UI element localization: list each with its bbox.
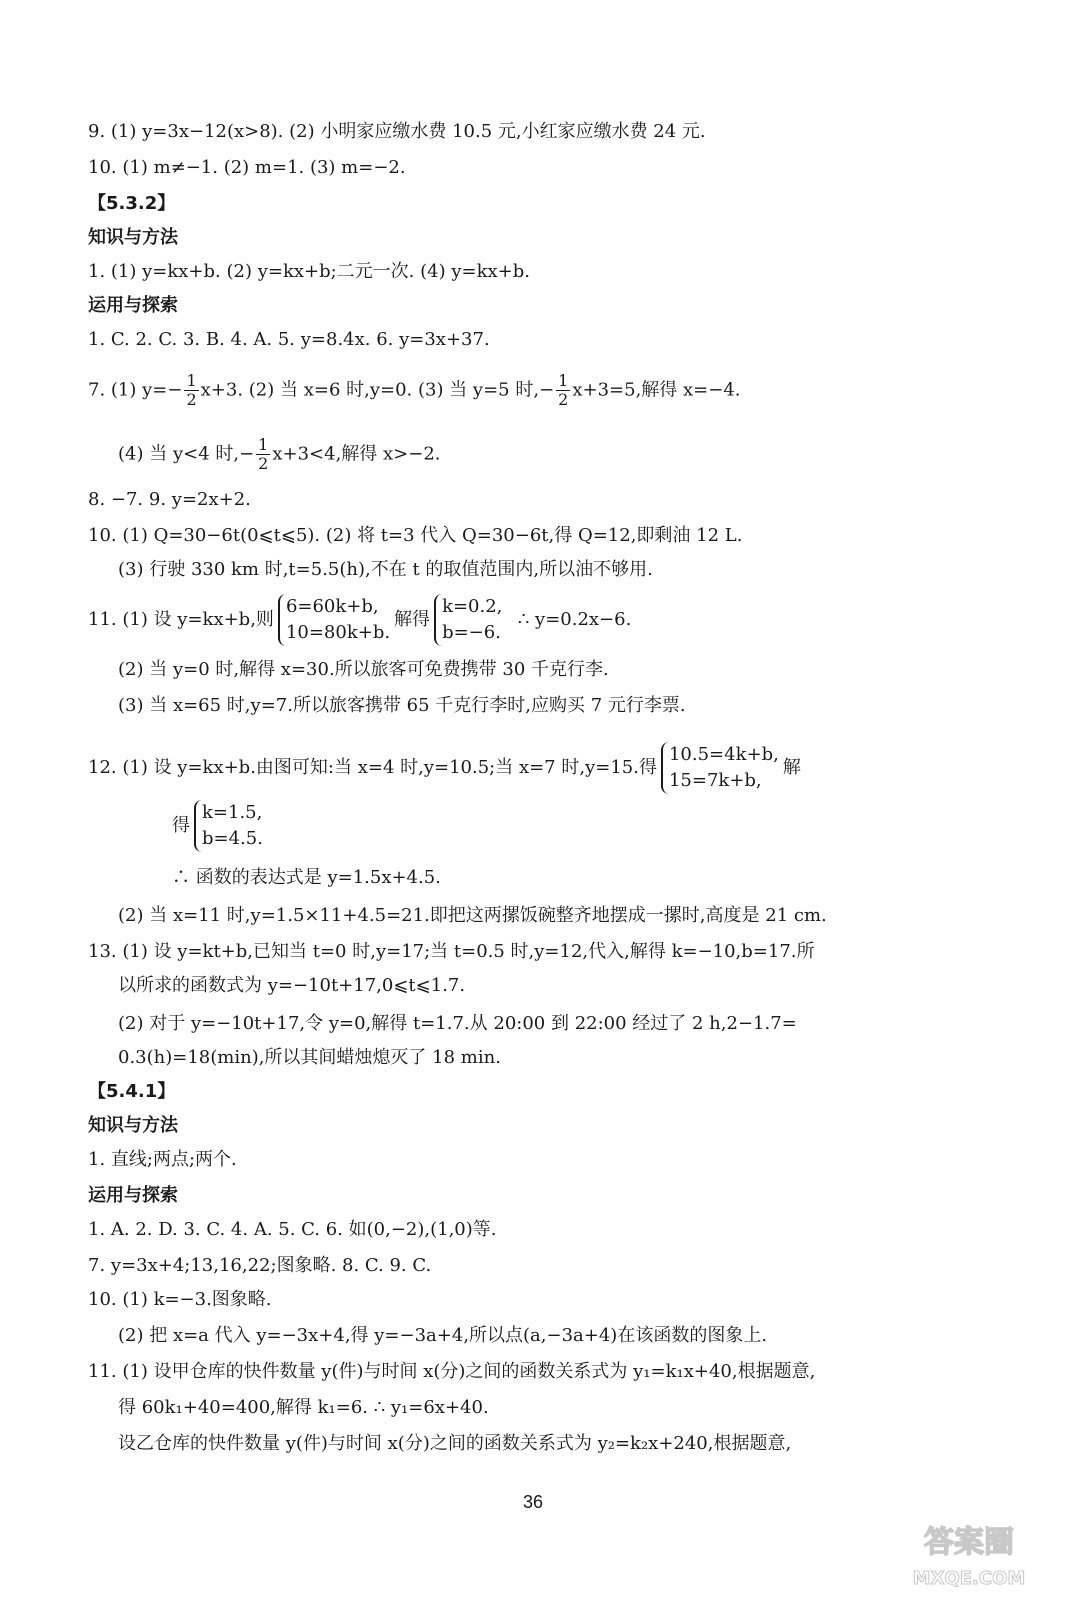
fraction-numerator: 1: [558, 371, 569, 390]
fraction-denominator: 2: [258, 454, 269, 473]
equation: 6=60k+b,: [285, 596, 379, 617]
answer-line-7-4: [118, 436, 441, 473]
answer-line-11: 11. (1) 设甲仓库的快件数量 y(件)与时间 x(分)之间的函数关系式为 y₁=k₁x+40,根据题意,: [88, 1361, 816, 1382]
equation-system-solution: [434, 594, 502, 646]
watermark-text: 答案圈: [924, 1525, 1014, 1560]
watermark-url: MXQE.COM: [912, 1568, 1026, 1589]
answer-line-knowledge-1: 1. (1) y=kx+b. (2) y=kx+b;二元一次. (4) y=kx+b.: [88, 261, 530, 282]
answer-line-7: [88, 372, 741, 409]
answer-line-10: 10. (1) m≠−1. (2) m=1. (3) m=−2.: [88, 157, 406, 178]
answer-line-11-3: (3) 当 x=65 时,y=7.所以旅客携带 65 千克行李时,应购买 7 元行李票.: [118, 695, 686, 716]
watermark-logo-graphic: [894, 1512, 1044, 1592]
watermark-logo: [894, 1512, 1044, 1592]
heading-knowledge-method: 知识与方法: [88, 1115, 178, 1136]
equation: b=4.5.: [202, 828, 263, 849]
answer-line-13-cont: 以所求的函数式为 y=−10t+17,0⩽t⩽1.7.: [118, 975, 466, 996]
answer-line-13: 13. (1) 设 y=kt+b,已知当 t=0 时,y=17;当 t=0.5 时,y=12,代入,解得 k=−10,b=17.所: [88, 941, 815, 962]
answer-line-knowledge-1: 1. 直线;两点;两个.: [88, 1149, 237, 1170]
answer-line-choices-1-6: 1. C. 2. C. 3. B. 4. A. 5. y=8.4x. 6. y=3x+37.: [88, 329, 490, 350]
answer-line-12-solution: [172, 800, 267, 852]
answer-line-11-2: (2) 当 y=0 时,解得 x=30.所以旅客可免费携带 30 千克行李.: [118, 659, 609, 680]
answer-line-8-9: 8. −7. 9. y=2x+2.: [88, 489, 251, 510]
answer-line-12: [88, 742, 801, 794]
fraction-one-half: [556, 372, 570, 409]
equation-system: [278, 594, 390, 646]
text-segment: 11. (1) 设 y=kx+b,则: [88, 609, 274, 630]
text-segment: x+3<4,解得 x>−2.: [272, 443, 441, 465]
answer-line-9: 9. (1) y=3x−12(x>8). (2) 小明家应缴水费 10.5 元,小红家应缴水费 24 元.: [88, 121, 706, 142]
equation: 10=80k+b.: [285, 622, 391, 643]
equation: k=0.2,: [442, 596, 503, 617]
section-title-5-3-2: 【5.3.2】: [88, 193, 176, 214]
answer-line-10-b: 10. (1) Q=30−6t(0⩽t⩽5). (2) 将 t=3 代入 Q=30−6t,得 Q=12,即剩油 12 L.: [88, 525, 743, 546]
fraction-numerator: 1: [258, 435, 269, 454]
answer-line-10-3: (3) 行驶 330 km 时,t=5.5(h),不在 t 的取值范围内,所以油不够用.: [118, 559, 653, 580]
text-segment: (4) 当 y<4 时,−: [118, 443, 255, 465]
answer-line-7-9: 7. y=3x+4;13,16,22;图象略. 8. C. 9. C.: [88, 1255, 432, 1276]
equation: k=1.5,: [202, 802, 263, 823]
equation-system-solution: [194, 800, 263, 852]
heading-apply-explore: 运用与探索: [88, 1185, 178, 1206]
answer-line-11: [88, 594, 631, 646]
fraction-one-half: [184, 372, 198, 409]
text-segment: 解得: [394, 609, 431, 630]
answer-line-12-expression: ∴ 函数的表达式是 y=1.5x+4.5.: [172, 867, 441, 888]
answer-line-13-2-cont: 0.3(h)=18(min),所以其间蜡烛熄灭了 18 min.: [118, 1047, 501, 1068]
heading-knowledge-method: 知识与方法: [88, 227, 178, 248]
fraction-one-half: [256, 436, 270, 473]
text-segment: x+3=5,解得 x=−4.: [572, 379, 741, 401]
answer-line-10: 10. (1) k=−3.图象略.: [88, 1289, 272, 1310]
fraction-denominator: 2: [558, 390, 569, 409]
section-title-5-4-1: 【5.4.1】: [88, 1081, 176, 1102]
text-segment: 得: [172, 815, 190, 836]
text-segment: 12. (1) 设 y=kx+b.由图可知:当 x=4 时,y=10.5;当 x=7 时,y=15.得: [88, 757, 657, 778]
page-number: 36: [522, 1492, 544, 1512]
fraction-numerator: 1: [186, 371, 197, 390]
equation: 15=7k+b,: [668, 770, 762, 791]
answer-line-11-cont: 得 60k₁+40=400,解得 k₁=6. ∴ y₁=6x+40.: [118, 1397, 489, 1418]
answer-line-choices-1-6: 1. A. 2. D. 3. C. 4. A. 5. C. 6. 如(0,−2),(1,0)等.: [88, 1219, 497, 1240]
text-segment: 解: [782, 757, 801, 778]
answer-line-11-b: 设乙仓库的快件数量 y(件)与时间 x(分)之间的函数关系式为 y₂=k₂x+240,根据题意,: [118, 1433, 792, 1454]
heading-apply-explore: 运用与探索: [88, 295, 178, 316]
text-segment: 7. (1) y=−: [88, 379, 183, 401]
equation: 10.5=4k+b,: [668, 744, 779, 765]
answer-line-12-2: (2) 当 x=11 时,y=1.5×11+4.5=21.即把这两摞饭碗整齐地摆成一摞时,高度是 21 cm.: [118, 905, 827, 926]
answer-line-10-2: (2) 把 x=a 代入 y=−3x+4,得 y=−3a+4,所以点(a,−3a+4)在该函数的图象上.: [118, 1325, 768, 1346]
text-segment: ∴ y=0.2x−6.: [517, 609, 632, 630]
text-segment: x+3. (2) 当 x=6 时,y=0. (3) 当 y=5 时,−: [200, 379, 555, 401]
equation: b=−6.: [442, 622, 501, 643]
equation-system: [661, 742, 779, 794]
fraction-denominator: 2: [186, 390, 197, 409]
answer-line-13-2: (2) 对于 y=−10t+17,令 y=0,解得 t=1.7.从 20:00 到 22:00 经过了 2 h,2−1.7=: [118, 1013, 797, 1034]
